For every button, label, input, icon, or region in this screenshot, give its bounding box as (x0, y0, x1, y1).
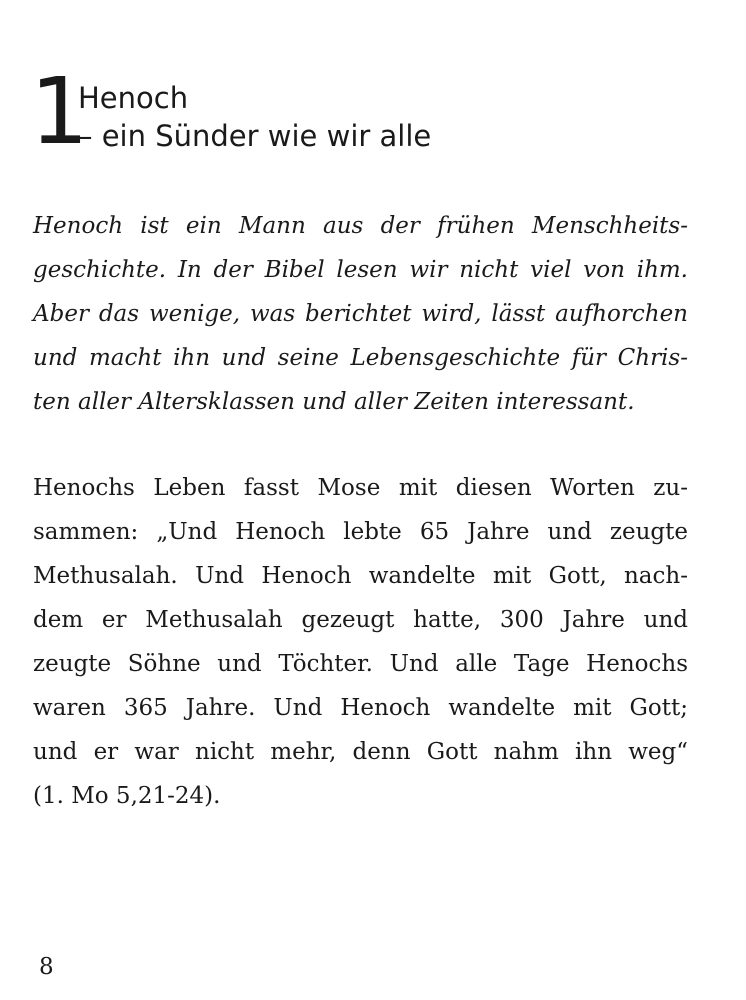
chapter-title-line-2: – ein Sünder wie wir alle (78, 119, 432, 153)
intro-paragraph (33, 204, 688, 424)
intro-line: geschichte. In der Bibel lesen wir nicht viel von ihm. (33, 257, 688, 283)
body-line: sammen: „Und Henoch lebte 65 Jahre und zeugte (33, 519, 688, 545)
intro-line: Aber das wenige, was berichtet wird, lässt aufhorchen (33, 301, 688, 327)
chapter-heading (30, 58, 690, 166)
body-line: waren 365 Jahre. Und Henoch wandelte mit Gott; (33, 695, 688, 721)
page-number: 8 (39, 954, 54, 980)
body-line: dem er Methusalah gezeugt hatte, 300 Jahre und (33, 607, 688, 633)
intro-line: Henoch ist ein Mann aus der frühen Menschheits- (33, 213, 688, 239)
body-line: und er war nicht mehr, denn Gott nahm ihn weg“ (33, 739, 688, 765)
intro-line: und macht ihn und seine Lebensgeschichte für Chris- (33, 345, 688, 371)
body-paragraph (33, 466, 688, 818)
body-line: Henochs Leben fasst Mose mit diesen Worten zu- (33, 475, 688, 501)
intro-line: ten aller Altersklassen und aller Zeiten interessant. (33, 389, 635, 415)
chapter-title (78, 79, 431, 155)
chapter-title-line-1: Henoch (78, 81, 189, 115)
body-line: zeugte Söhne und Töchter. Und alle Tage Henochs (33, 651, 688, 677)
chapter-number: 1 (30, 58, 87, 165)
body-line: Methusalah. Und Henoch wandelte mit Gott, nach- (33, 563, 688, 589)
body-line: (1. Mo 5,21-24). (33, 783, 221, 809)
